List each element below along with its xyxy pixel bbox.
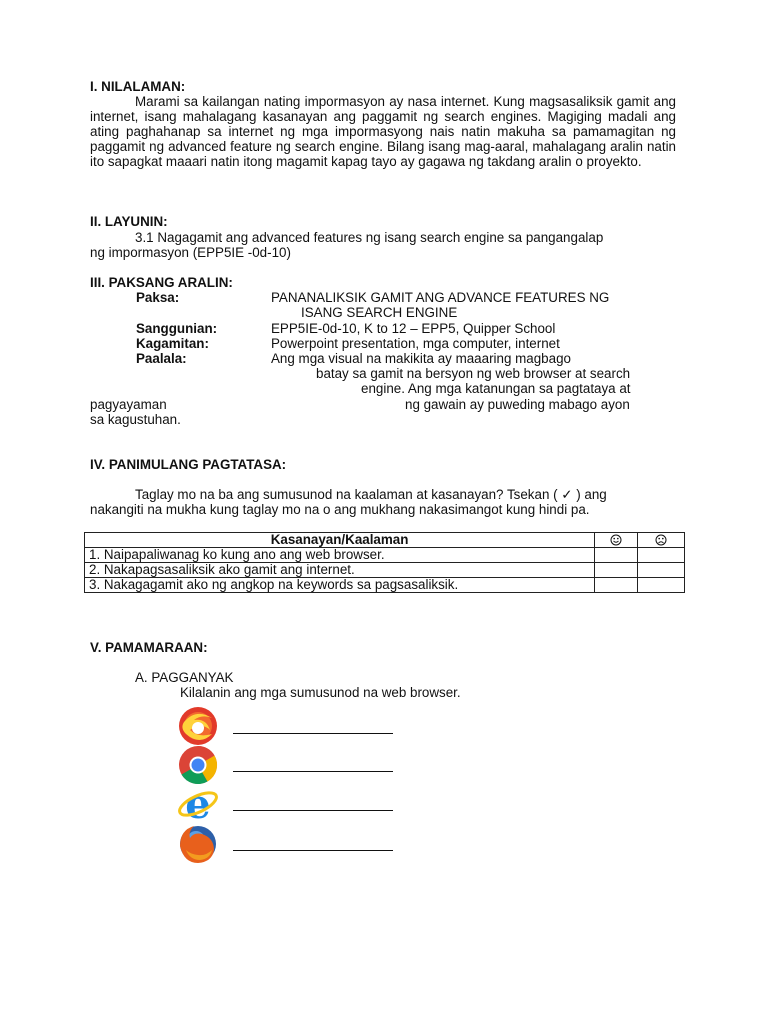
svg-text:e: e — [185, 782, 211, 826]
frown-column-header — [638, 533, 685, 548]
nilalaman-heading: I. NILALAMAN: — [90, 79, 186, 94]
answer-blank-1[interactable] — [233, 733, 393, 734]
paalala-label: Paalala: — [136, 351, 187, 366]
answer-blank-3[interactable] — [233, 810, 393, 811]
frowning-face-icon — [655, 534, 667, 546]
instruction-line-1: Taglay mo na ba ang sumusunod na kaalaman at kasanayan? Tsekan ( ✓ ) ang — [135, 487, 607, 502]
google-chrome-icon — [176, 743, 220, 787]
table-row — [85, 563, 685, 578]
smile-checkbox-cell[interactable] — [595, 563, 638, 578]
paalala-line-4b: ng gawain ay puweding mabago ayon — [405, 397, 630, 412]
smile-checkbox-cell[interactable] — [595, 548, 638, 563]
layunin-line-2: ng impormasyon (EPP5IE -0d-10) — [90, 245, 291, 260]
table-row — [85, 548, 685, 563]
paalala-line-5: sa kagustuhan. — [90, 412, 181, 427]
kagamitan-label: Kagamitan: — [136, 336, 209, 351]
instruction-line-2: nakangiti na mukha kung taglay mo na o ang mukhang nakasimangot kung hindi pa. — [90, 502, 590, 517]
table-row-skill: 2. Nakapagsasaliksik ako gamit ang internet. — [85, 563, 595, 578]
answer-blank-4[interactable] — [233, 850, 393, 851]
nilalaman-paragraph: Marami sa kailangan nating impormasyon ay nasa internet. Kung magsasaliksik gamit ang internet, isang mahalagang kasanayan ang paggamit ng search engines. Magiging madali ang ating paghahanap sa internet ng mga impormasyong nais natin makuha sa pamamagitan ng paggamit ng advanced feature ng search engine. Bilang isang mag-aaral, mahalagang aralin natin ito sapagkat maaari natin itong magamit kapag tayo ay gagawa ng takdang aralin o proyekto. — [90, 94, 676, 169]
paalala-line-3: engine. Ang mga katanungan sa pagtataya at — [361, 381, 631, 396]
smile-checkbox-cell[interactable] — [595, 578, 638, 593]
pamamaraan-heading: V. PAMAMARAAN: — [90, 640, 208, 655]
frown-checkbox-cell[interactable] — [638, 563, 685, 578]
paksa-value-line-2: ISANG SEARCH ENGINE — [301, 305, 458, 320]
paksa-value-line-1: PANANALIKSIK GAMIT ANG ADVANCE FEATURES NG — [271, 290, 610, 305]
self-assessment-table — [84, 532, 685, 593]
paksang-aralin-heading: III. PAKSANG ARALIN: — [90, 275, 233, 290]
paalala-line-1: Ang mga visual na makikita ay maaaring magbago — [271, 351, 571, 366]
kagamitan-value: Powerpoint presentation, mga computer, internet — [271, 336, 560, 351]
pagganyak-instruction: Kilalanin ang mga sumusunod na web browser. — [180, 685, 461, 700]
panimulang-pagtatasa-heading: IV. PANIMULANG PAGTATASA: — [90, 457, 287, 472]
firefox-icon — [176, 822, 220, 866]
table-header-row — [85, 533, 685, 548]
paksa-label: Paksa: — [136, 290, 180, 305]
frown-checkbox-cell[interactable] — [638, 548, 685, 563]
layunin-heading: II. LAYUNIN: — [90, 214, 168, 229]
table-row — [85, 578, 685, 593]
table-header-kasanayan: Kasanayan/Kaalaman — [85, 533, 595, 548]
table-row-skill: 1. Naipapaliwanag ko kung ano ang web browser. — [85, 548, 595, 563]
maxthon-browser-icon — [176, 704, 220, 748]
layunin-line-1: 3.1 Nagagamit ang advanced features ng isang search engine sa pangangalap — [135, 230, 604, 245]
smiley-column-header — [595, 533, 638, 548]
answer-blank-2[interactable] — [233, 771, 393, 772]
sanggunian-label: Sanggunian: — [136, 321, 218, 336]
smiley-face-icon — [610, 534, 622, 546]
paalala-line-2: batay sa gamit na bersyon ng web browser at search — [316, 366, 631, 381]
internet-explorer-icon — [176, 782, 220, 826]
frown-checkbox-cell[interactable] — [638, 578, 685, 593]
paalala-line-4a: pagyayaman — [90, 397, 167, 412]
table-row-skill: 3. Nakagagamit ako ng angkop na keywords sa pagsasaliksik. — [85, 578, 595, 593]
sanggunian-value: EPP5IE-0d-10, K to 12 – EPP5, Quipper School — [271, 321, 556, 336]
pagganyak-subheading: A. PAGGANYAK — [135, 670, 234, 685]
